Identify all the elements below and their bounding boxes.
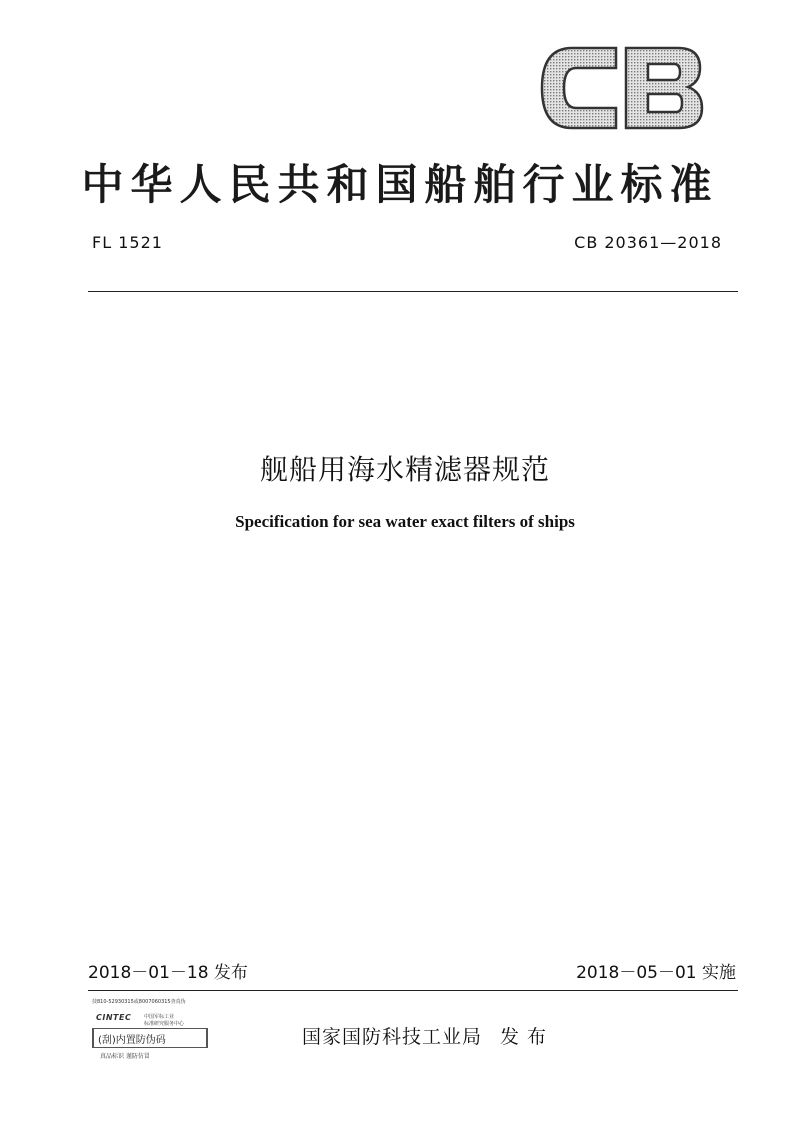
document-title-en: Specification for sea water exact filters of ships <box>235 512 575 531</box>
implementation-date: 2018－05－01 实施 <box>576 963 736 983</box>
publisher <box>302 1022 547 1049</box>
sticker-org-line2: 标准研究服务中心 <box>144 1021 185 1027</box>
bottom-divider <box>88 990 738 991</box>
sticker-org-line1: 中国军标工业 <box>144 1014 175 1020</box>
sticker-authentic-text: 真品标识 谨防仿冒 <box>100 1053 150 1060</box>
classification-code: FL 1521 <box>92 233 163 252</box>
logo-letter-b <box>626 48 702 128</box>
cintec-logo: CINTEC <box>96 1013 132 1022</box>
publish-label: 发 布 <box>500 1026 548 1048</box>
anti-counterfeit-sticker <box>86 996 210 1068</box>
logo-letter-c <box>542 48 616 128</box>
scratch-code-label: (刮)内置防伪码 <box>98 1035 166 1046</box>
publisher-name: 国家国防科技工业局 <box>302 1026 483 1048</box>
issue-date: 2018－01－18 发布 <box>88 963 248 983</box>
document-title-cn: 舰船用海水精滤器规范 <box>259 453 550 486</box>
org-title: 中华人民共和国船舶行业标准 <box>81 160 719 209</box>
standard-number: CB 20361—2018 <box>574 233 722 252</box>
top-divider <box>88 291 738 292</box>
cb-logo <box>538 44 704 132</box>
sticker-verify-text: 技810-52930315或8007060315查真伪 <box>92 999 186 1005</box>
